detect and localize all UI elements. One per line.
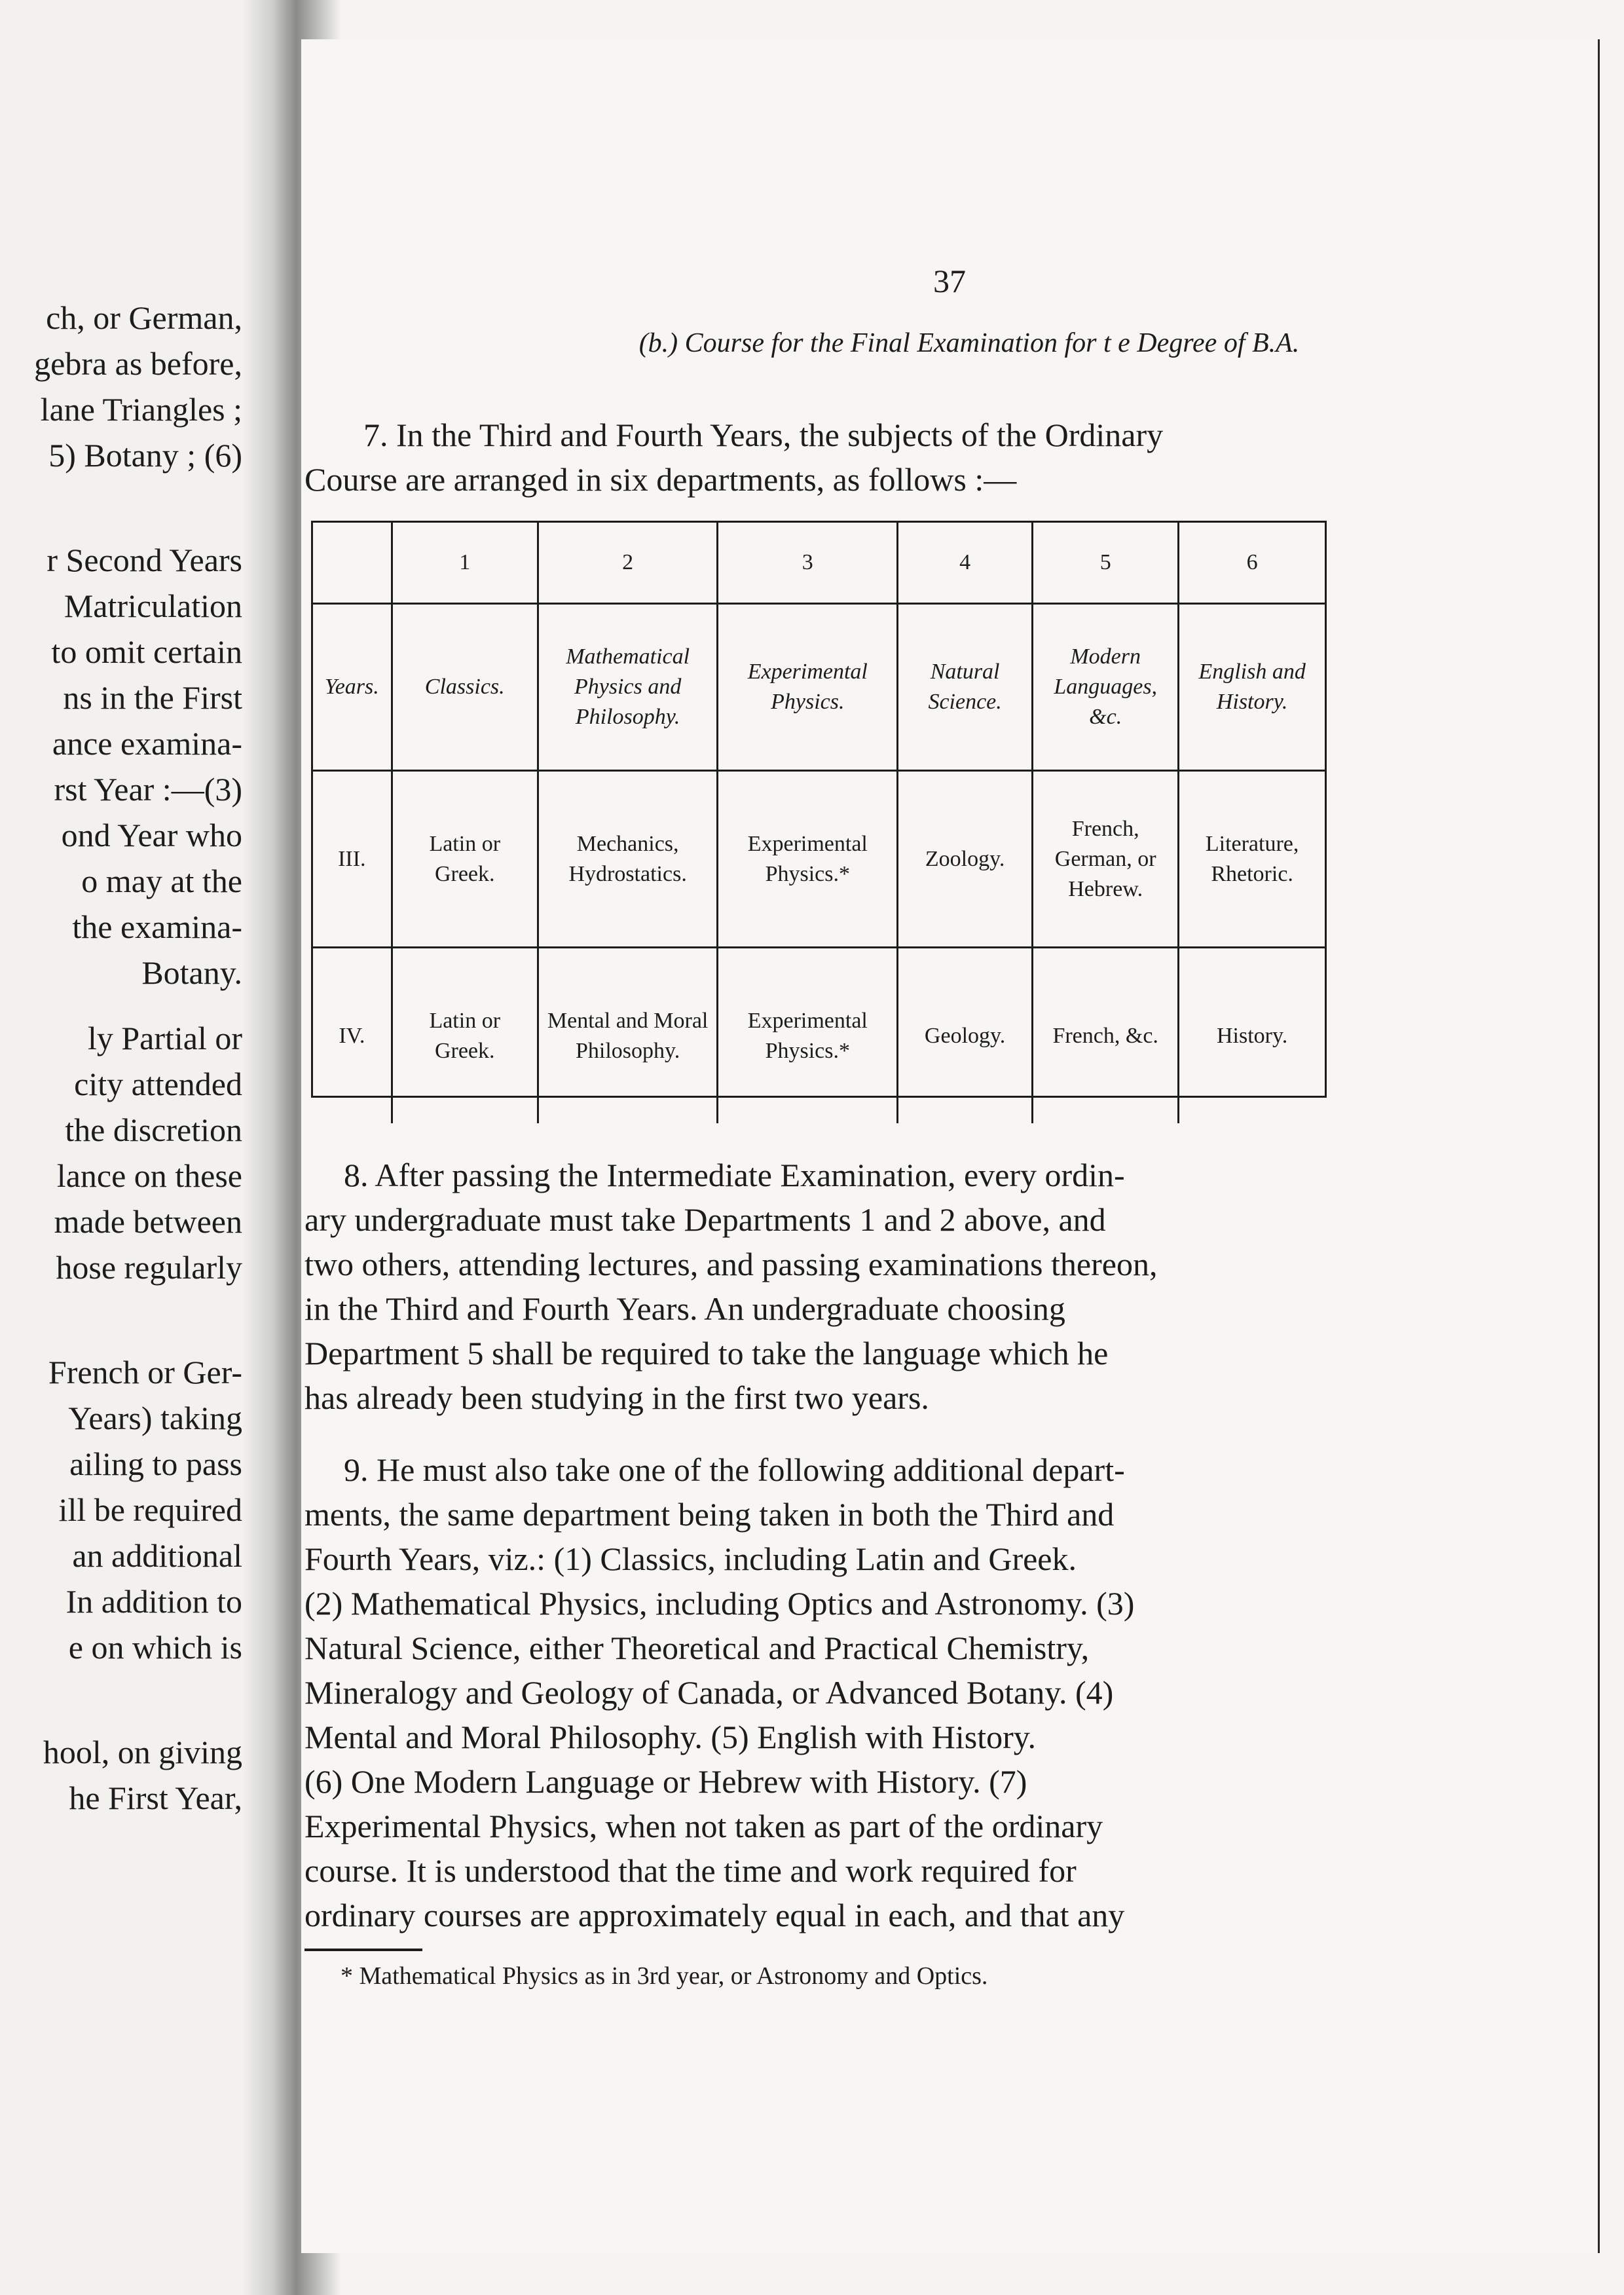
paragraph-line: ments, the same department being taken in both the Third and: [304, 1496, 1115, 1533]
table-cell: Experimental Physics.*: [718, 771, 898, 948]
left-page-line: he First Year,: [69, 1780, 242, 1816]
left-page-line: e on which is: [68, 1629, 242, 1666]
paragraph-line: (6) One Modern Language or Hebrew with History. (7): [304, 1763, 1027, 1800]
left-page-line: ance examina-: [52, 725, 242, 762]
left-page-line: to omit certain: [51, 633, 242, 670]
table-cell: Mechanics, Hydrostatics.: [538, 771, 718, 948]
right-page: [301, 39, 1600, 2253]
table-cell: French, &c.: [1033, 948, 1179, 1124]
paragraph-line: Course are arranged in six departments, as follows :—: [304, 461, 1017, 498]
left-page-line: lane Triangles ;: [40, 391, 242, 428]
table-cell: History.: [1179, 948, 1325, 1124]
paragraph-7: [304, 413, 1333, 502]
left-page-line: an additional: [72, 1537, 242, 1574]
page-number: 37: [933, 263, 966, 299]
paragraph-line: has already been studying in the first two years.: [304, 1379, 929, 1416]
table-cell: Mental and Moral Philosophy.: [538, 948, 718, 1124]
left-page-line: hose regularly: [56, 1249, 242, 1286]
left-page-line: Botany.: [141, 954, 242, 991]
paragraph-line: Mineralogy and Geology of Canada, or Advanced Botany. (4): [304, 1674, 1114, 1711]
table-cell: Geology.: [898, 948, 1033, 1124]
left-page-line: Years) taking: [68, 1400, 242, 1436]
table-cell: 6: [1179, 523, 1325, 604]
footnote-rule: [304, 1949, 422, 1951]
table-header-cell: English and History.: [1179, 604, 1325, 771]
table-header-row: [313, 604, 1325, 771]
table-header-cell: Modern Languages, &c.: [1033, 604, 1179, 771]
left-page-line: ailing to pass: [69, 1446, 242, 1482]
paragraph-line: course. It is understood that the time and work required for: [304, 1852, 1077, 1889]
departments-table: [311, 521, 1327, 1098]
table-cell: III.: [313, 771, 392, 948]
paragraph-line: 7. In the Third and Fourth Years, the subjects of the Ordinary: [363, 417, 1164, 453]
left-page-line: the examina-: [72, 908, 242, 945]
paragraph-line: Department 5 shall be required to take the language which he: [304, 1335, 1109, 1371]
table-cell: Zoology.: [898, 771, 1033, 948]
paragraph-line: Fourth Years, viz.: (1) Classics, including Latin and Greek.: [304, 1540, 1077, 1577]
table-header-cell: Experimental Physics.: [718, 604, 898, 771]
table-header-cell: Natural Science.: [898, 604, 1033, 771]
left-page-line: In addition to: [65, 1583, 242, 1620]
table-cell: Literature, Rhetoric.: [1179, 771, 1325, 948]
table-row: [313, 948, 1325, 1124]
table-cell: [313, 523, 392, 604]
table-cell: 5: [1033, 523, 1179, 604]
paragraph-line: Mental and Moral Philosophy. (5) English with History.: [304, 1719, 1037, 1755]
left-page-line: r Second Years: [46, 542, 242, 578]
table-header-cell: Years.: [313, 604, 392, 771]
paragraph-line: 8. After passing the Intermediate Examination, every ordin-: [344, 1157, 1125, 1193]
paragraph-line: ordinary courses are approximately equal in each, and that any: [304, 1897, 1125, 1933]
left-page-line: ly Partial or: [87, 1020, 242, 1056]
table-number-row: [313, 523, 1325, 604]
table-cell: French, German, or Hebrew.: [1033, 771, 1179, 948]
table-cell: Experimental Physics.*: [718, 948, 898, 1124]
left-page-line: Matriculation: [64, 588, 242, 624]
paragraph-line: in the Third and Fourth Years. An undergraduate choosing: [304, 1290, 1065, 1327]
left-page-line: French or Ger-: [48, 1354, 242, 1390]
course-heading: (b.) Course for the Final Examination for t e Degree of B.A.: [638, 328, 1300, 358]
table-cell: 3: [718, 523, 898, 604]
paragraph-line: (2) Mathematical Physics, including Optics and Astronomy. (3): [304, 1585, 1135, 1622]
paragraph-line: Experimental Physics, when not taken as part of the ordinary: [304, 1808, 1103, 1844]
paragraph-line: 9. He must also take one of the following additional depart-: [344, 1451, 1125, 1488]
paragraph-9: [304, 1447, 1333, 1937]
table-row: [313, 771, 1325, 948]
table-cell: Latin or Greek.: [392, 771, 538, 948]
left-page-line: rst Year :—(3): [54, 771, 242, 808]
left-page: [0, 0, 262, 2295]
paragraph-8: [304, 1153, 1333, 1420]
table-cell: 2: [538, 523, 718, 604]
left-page-line: ns in the First: [63, 679, 242, 716]
table-cell: Latin or Greek.: [392, 948, 538, 1124]
table-cell: 1: [392, 523, 538, 604]
left-page-line: ill be required: [58, 1491, 242, 1528]
paragraph-line: ary undergraduate must take Departments 1 and 2 above, and: [304, 1201, 1106, 1238]
paragraph-line: Natural Science, either Theoretical and Practical Chemistry,: [304, 1630, 1090, 1666]
table-header-cell: Mathematical Physics and Philosophy.: [538, 604, 718, 771]
left-page-line: ch, or German,: [46, 299, 242, 336]
left-page-line: the discretion: [65, 1111, 242, 1148]
table-header-cell: Classics.: [392, 604, 538, 771]
left-page-line: o may at the: [81, 863, 242, 899]
left-page-line: lance on these: [56, 1157, 242, 1194]
left-page-line: made between: [54, 1203, 242, 1240]
table-cell: 4: [898, 523, 1033, 604]
footnote: * Mathematical Physics as in 3rd year, or Astronomy and Optics.: [341, 1962, 988, 1990]
left-page-line: city attended: [74, 1066, 242, 1102]
left-page-line: ond Year who: [61, 817, 242, 853]
paragraph-line: two others, attending lectures, and passing examinations thereon,: [304, 1246, 1158, 1282]
table-cell: IV.: [339, 1023, 365, 1048]
left-page-line: gebra as before,: [34, 345, 242, 382]
left-page-line: hool, on giving: [43, 1734, 242, 1770]
left-page-line: 5) Botany ; (6): [48, 437, 242, 474]
